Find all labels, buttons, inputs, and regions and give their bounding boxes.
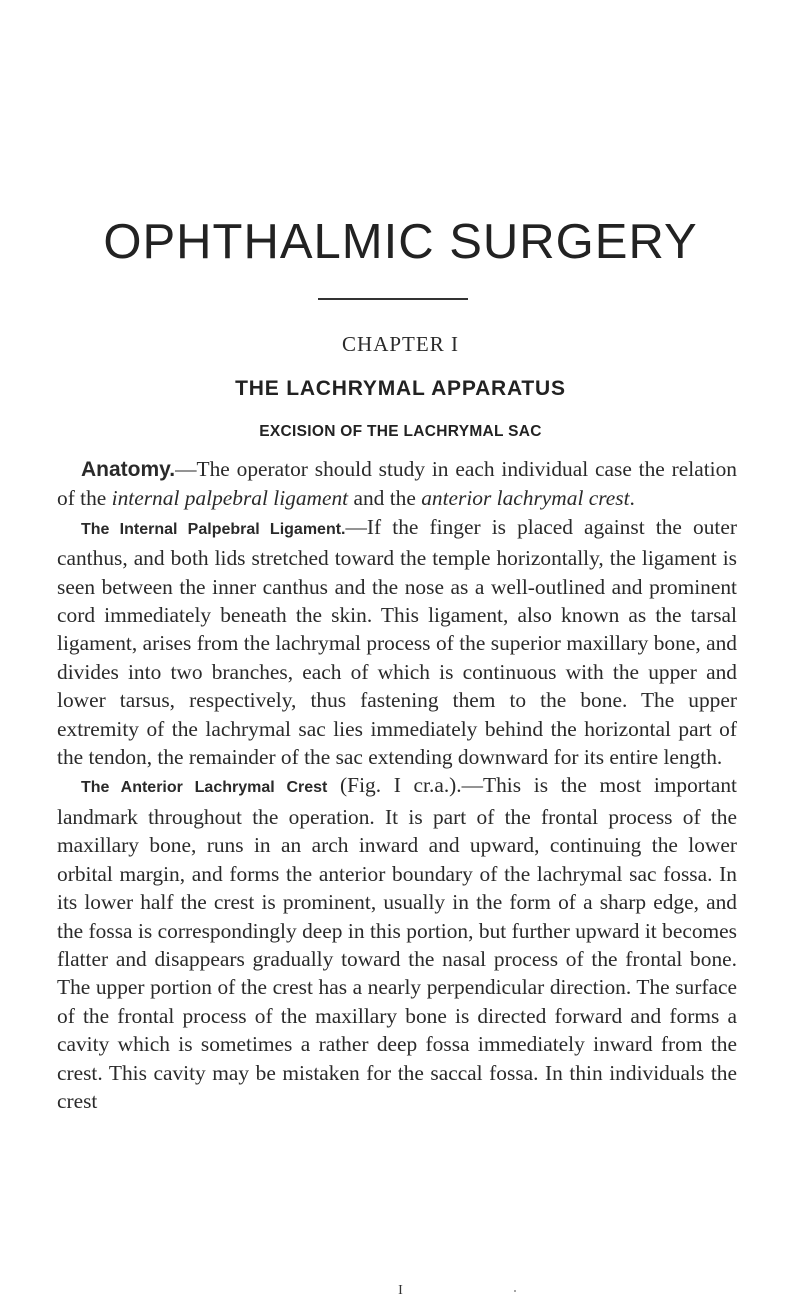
- paragraph-text: —The operator should study in each individual case the relation of the: [57, 457, 737, 511]
- page-number: I: [398, 1283, 403, 1298]
- emphasis-term: internal palpebral ligament: [111, 486, 349, 511]
- paragraph-heading-anatomy: Anatomy.: [81, 458, 176, 481]
- paragraph-text: —If the finger is placed against the outer canthus, and both lids stretched toward the temple horizontally, the ligament is seen between the inner canthus and the nose as a well-outlined and prominent cord immediately beneath the skin. This ligament, also known as the tarsal ligament, arises from the lachrymal process of the superior maxillary bone, and divides into two branches, each of which is continuous with the upper and lower tarsus, respectively, thus fastening them to the bone. The upper extremity of the lachrymal sac lies immediately behind the horizontal part of the tendon, the remainder of the sac extending downward for its entire length.: [57, 514, 737, 770]
- paragraph-internal-palpebral-ligament: [57, 513, 737, 772]
- chapter-title: THE LACHRYMAL APPARATUS: [235, 377, 566, 400]
- paragraph-heading-internal-palpebral-ligament: The Internal Palpebral Ligament.: [81, 520, 346, 538]
- chapter-label: CHAPTER I: [342, 332, 459, 356]
- title-divider-rule: [318, 298, 468, 300]
- book-title: OPHTHALMIC SURGERY: [103, 215, 698, 269]
- print-speck: [514, 1290, 516, 1292]
- paragraph-heading-anterior-lachrymal-crest: The Anterior Lachrymal Crest: [81, 779, 328, 797]
- section-title: EXCISION OF THE LACHRYMAL SAC: [259, 423, 542, 440]
- paragraph-text: .: [629, 486, 635, 511]
- paragraph-anatomy: [57, 455, 737, 513]
- body-text: [57, 455, 737, 1115]
- paragraph-text: (Fig. I cr.a.).—This is the most important landmark throughout the operation. It is part of the frontal process of the maxillary bone, runs in an arch inward and upward, continuing the lower orbital margin, and forms the anterior boundary of the lachrymal sac fossa. In its lower half the crest is prominent, usually in the form of a sharp edge, and the fossa is correspondingly deep in this portion, but further upward it becomes flatter and disappears gradually toward the nasal process of the frontal bone. The upper portion of the crest has a nearly perpendicular direction. The surface of the frontal process of the maxillary bone is directed forward and forms a cavity which is sometimes a rather deep fossa immediately inward from the crest. This cavity may be mistaken for the saccal fossa. In thin individuals the crest: [57, 773, 737, 1113]
- paragraph-text: and the: [348, 486, 422, 511]
- paragraph-anterior-lachrymal-crest: [57, 771, 737, 1115]
- emphasis-term: anterior lachrymal crest: [421, 486, 630, 511]
